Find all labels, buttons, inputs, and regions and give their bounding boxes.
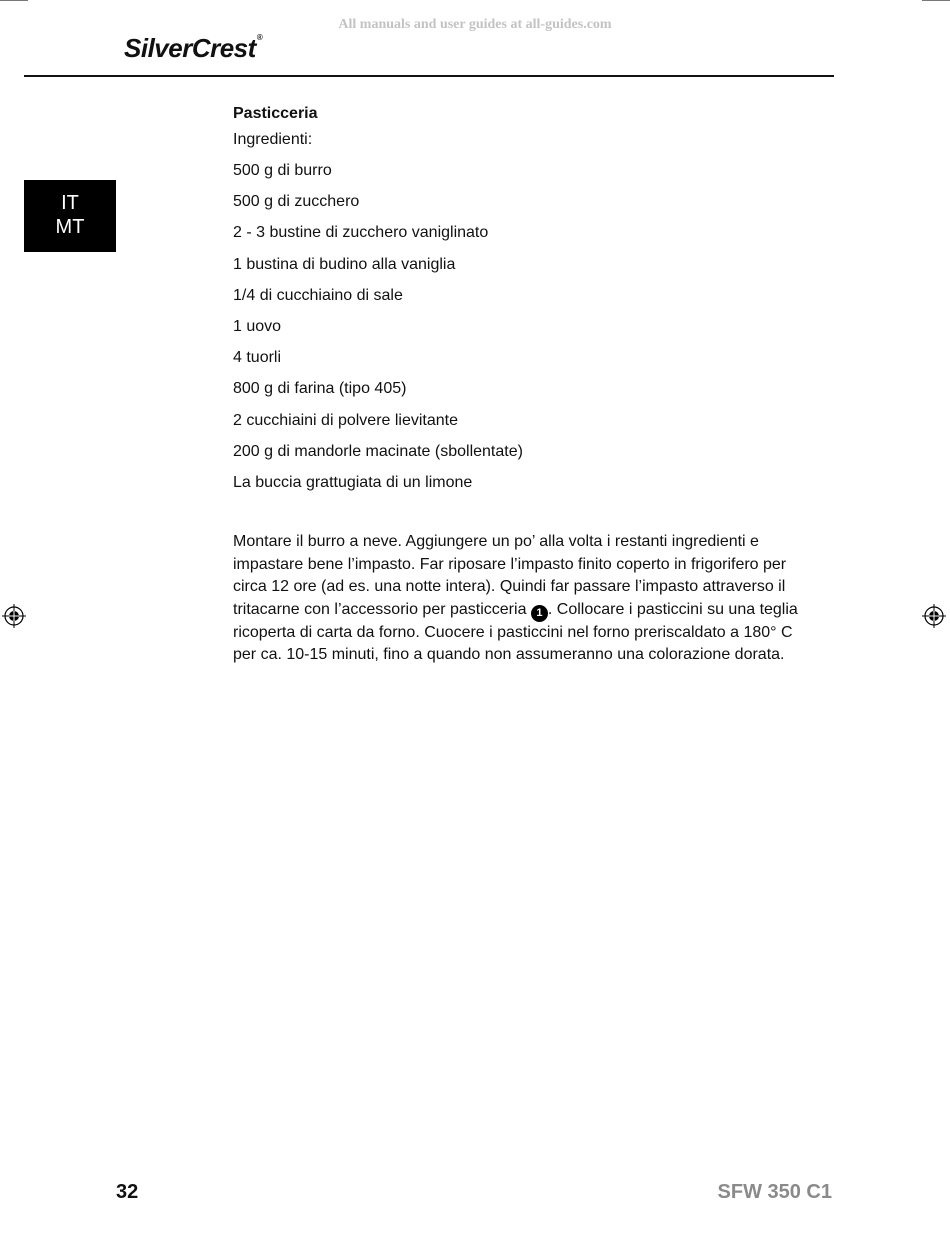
step-number-badge: 1 [531,605,548,622]
brand-name: SilverCrest [124,33,256,63]
ingredient-item: 2 - 3 bustine di zucchero vaniglinato [233,224,489,242]
ingredients-label: Ingredienti: [233,131,313,148]
ingredient-item: 1/4 di cucchiaino di sale [233,286,403,304]
method-text-part2: . Collocare i pasticcini su una teglia ricoperta di carta da forno. Cuocere i pasticcini nel forno preriscaldato a 180° C per ca. 10-15 minuti, fino a quando non assumeranno una colorazione dorata. [233,600,798,664]
crop-mark-right [922,0,950,1]
recipe-content [233,103,813,667]
ingredient-item: 200 g di mandorle macinate (sbollentate) [233,442,523,460]
ingredient-item: 4 tuorli [233,349,282,367]
method-paragraph [233,531,813,667]
watermark: All manuals and user guides at all-guides.com [338,17,612,32]
header-rule [24,75,834,77]
model-number: SFW 350 C1 [717,1181,832,1203]
method-text-part1: Montare il burro a neve. Aggiungere un po’ alla volta i restanti ingredienti e impastare bene l’impasto. Far riposare l’impasto finito coperto in frigorifero per circa 12 ore (ad es. una notte intera). Quindi far passare l’impasto attraverso il tritacarne con l’accessorio per pasticceria [233,533,787,618]
registration-mark-icon [922,604,946,628]
trademark-symbol: ® [256,33,263,42]
ingredient-item: 1 uovo [233,317,282,335]
registration-mark-icon [2,604,26,628]
ingredient-item: 500 g di zucchero [233,193,360,211]
recipe-title: Pasticceria [233,105,318,122]
ingredient-item: 800 g di farina (tipo 405) [233,380,407,398]
crop-mark-left [0,0,28,1]
ingredient-item: 500 g di burro [233,162,332,179]
ingredient-list [233,160,813,503]
ingredient-item: 1 bustina di budino alla vaniglia [233,255,456,273]
language-code-mt: MT [55,216,85,238]
language-code-it: IT [61,192,79,214]
language-tab [24,180,116,252]
ingredient-item: La buccia grattugiata di un limone [233,473,473,491]
ingredient-item: 2 cucchiaini di polvere lievitante [233,411,459,429]
page-number: 32 [116,1181,139,1203]
brand-logo [124,33,262,64]
